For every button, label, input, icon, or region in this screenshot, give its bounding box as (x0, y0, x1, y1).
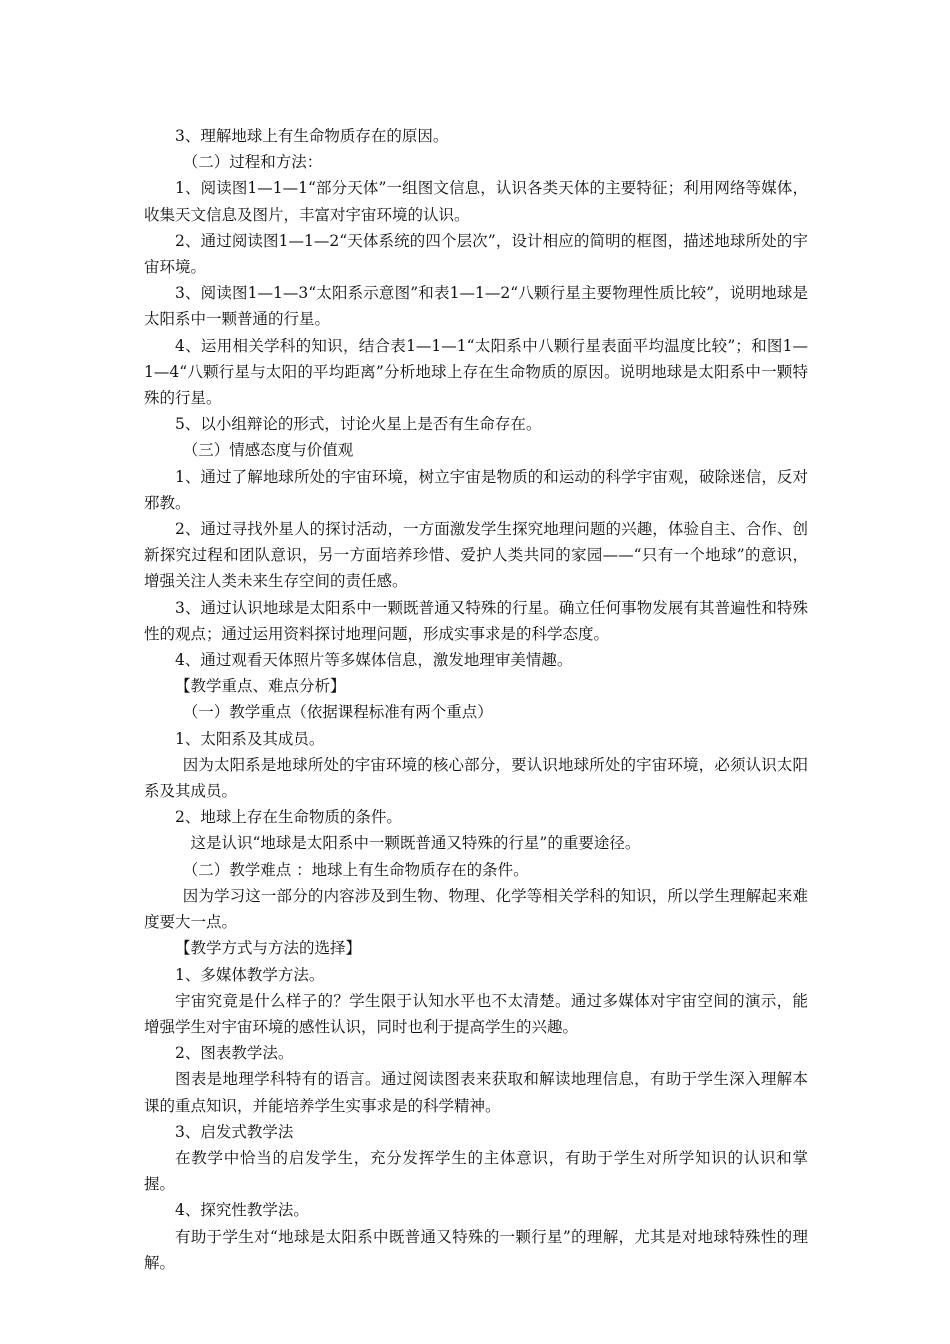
process-method-item: 1、阅读图1—1—1“部分天体”一组图文信息，认识各类天体的主要特征；利用网络等媒体，收集天文信息及图片，丰富对宇宙环境的认识。 (144, 179, 808, 224)
section-heading-difficult: （二）教学难点 ：地球上有生命物质存在的条件。 (182, 860, 529, 879)
process-method-item: 5、以小组辩论的形式，讨论火星上是否有生命存在。 (175, 415, 542, 434)
method-item: 3、启发式教学法 (175, 1122, 294, 1141)
process-method-item: 4、运用相关学科的知识，结合表1—1—1“太阳系中八颗行星表面平均温度比较”；和图1—1—4“八颗行星与太阳的平均距离”分析地球上存在生命物质的原因。说明地球是太阳系中一颗特殊的行星。 (144, 336, 808, 408)
key-point-item: 1、太阳系及其成员。 (175, 729, 325, 748)
method-item: 1、多媒体教学方法。 (175, 965, 325, 984)
process-method-item: 2、通过阅读图1—1—2“天体系统的四个层次”，设计相应的简明的框图，描述地球所处的宇宙环境。 (144, 231, 808, 277)
emotion-value-item: 2、通过寻找外星人的探讨活动，一方面激发学生探究地理问题的兴趣，体验自主、合作、创新探究过程和团队意识，另一方面培养珍惜、爱护人类共同的家园——“只有一个地球”的意识，增强关注人类未来生存空间的责任感。 (144, 520, 808, 591)
key-point-description: 因为太阳系是地球所处的宇宙环境的核心部分，要认识地球所处的宇宙环境，必须认识太阳系及其成员。 (144, 755, 808, 801)
section-heading-key-points: （一）教学重点（依据课程标准有两个重点） (182, 703, 493, 722)
method-description: 图表是地理学科特有的语言。通过阅读图表来获取和解读地理信息，有助于学生深入理解本课的重点知识，并能培养学生实事求是的科学精神。 (144, 1070, 808, 1115)
emotion-value-item: 3、通过认识地球是太阳系中一颗既普通又特殊的行星。确立任何事物发展有其普遍性和特殊性的观点；通过运用资料探讨地理问题，形成实事求是的科学态度。 (144, 598, 808, 643)
method-item: 4、探究性教学法。 (175, 1201, 309, 1220)
section-heading-emotion-values: （三）情感态度与价值观 (182, 441, 354, 460)
heading-key-difficult: 【教学重点、难点分析】 (175, 677, 346, 696)
method-description: 在教学中恰当的启发学生，充分发挥学生的主体意识，有助于学生对所学知识的认识和掌握。 (144, 1148, 808, 1194)
section-heading-process-methods: （二）过程和方法： (182, 153, 323, 172)
emotion-value-item: 4、通过观看天体照片等多媒体信息，激发地理审美情趣。 (175, 651, 573, 670)
method-description: 宇宙究竟是什么样子的？学生限于认知水平也不太清楚。通过多媒体对宇宙空间的演示，能增强学生对宇宙环境的感性认识，同时也利于提高学生的兴趣。 (144, 991, 808, 1036)
difficult-description: 因为学习这一部分的内容涉及到生物、物理、化学等相关学科的知识，所以学生理解起来难度要大一点。 (144, 886, 808, 932)
method-item: 2、图表教学法。 (175, 1044, 294, 1063)
key-point-item: 2、地球上存在生命物质的条件。 (175, 808, 402, 827)
goal-item: 3、理解地球上有生命物质存在的原因。 (175, 127, 449, 145)
key-point-description: 这是认识“地球是太阳系中一颗既普通又特殊的行星”的重要途径。 (190, 834, 641, 853)
method-description: 有助于学生对“地球是太阳系中既普通又特殊的一颗行星”的理解，尤其是对地球特殊性的理解。 (144, 1227, 808, 1272)
document-body (144, 123, 808, 1276)
emotion-value-item: 1、通过了解地球所处的宇宙环境，树立宇宙是物质的和运动的科学宇宙观，破除迷信，反对邪教。 (144, 467, 808, 512)
heading-methods: 【教学方式与方法的选择】 (175, 939, 362, 958)
process-method-item: 3、阅读图1—1—3“太阳系示意图”和表1—1—2“八颗行星主要物理性质比较”，说明地球是太阳系中一颗普通的行星。 (144, 284, 808, 329)
